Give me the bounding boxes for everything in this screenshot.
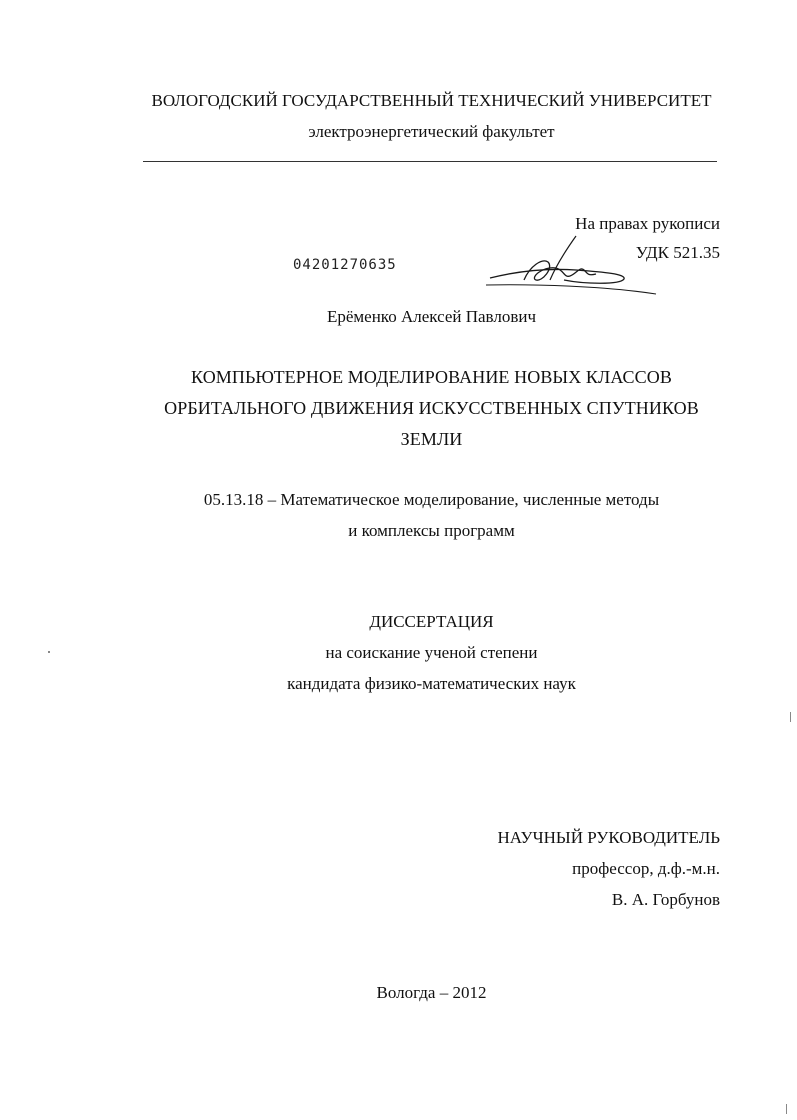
degree-line-1: на соискание ученой степени [325,643,538,662]
author-name: Ерёменко Алексей Павлович [326,307,537,326]
registration-number: 04201270635 [293,257,397,273]
author-signature [484,232,664,302]
supervisor-heading: НАУЧНЫЙ РУКОВОДИТЕЛЬ [497,828,720,847]
manuscript-rights: На правах рукописи [575,214,720,233]
udc-code: УДК 521.35 [635,243,720,262]
scan-speck [790,712,791,722]
thesis-title-line-2: ОРБИТАЛЬНОГО ДВИЖЕНИЯ ИСКУССТВЕННЫХ СПУТНИКОВ [164,398,699,418]
scan-speck [786,1104,787,1114]
supervisor-name: В. А. Горбунов [611,890,720,909]
specialty-line-1: 05.13.18 – Математическое моделирование, численные методы [203,490,660,509]
faculty-name: электроэнергетический факультет [308,122,555,141]
thesis-title-line-3: ЗЕМЛИ [400,429,463,449]
degree-line-2: кандидата физико-математических наук [287,674,576,693]
scan-speck [48,651,50,653]
specialty-line-2: и комплексы программ [348,521,515,540]
dissertation-heading: ДИССЕРТАЦИЯ [369,612,494,631]
header-divider [143,161,717,162]
university-name: ВОЛОГОДСКИЙ ГОСУДАРСТВЕННЫЙ ТЕХНИЧЕСКИЙ УНИВЕРСИТЕТ [151,91,712,110]
thesis-title-line-1: КОМПЬЮТЕРНОЕ МОДЕЛИРОВАНИЕ НОВЫХ КЛАССОВ [191,367,672,387]
supervisor-title: профессор, д.ф.-м.н. [572,859,720,878]
place-and-year: Вологда – 2012 [376,983,487,1002]
